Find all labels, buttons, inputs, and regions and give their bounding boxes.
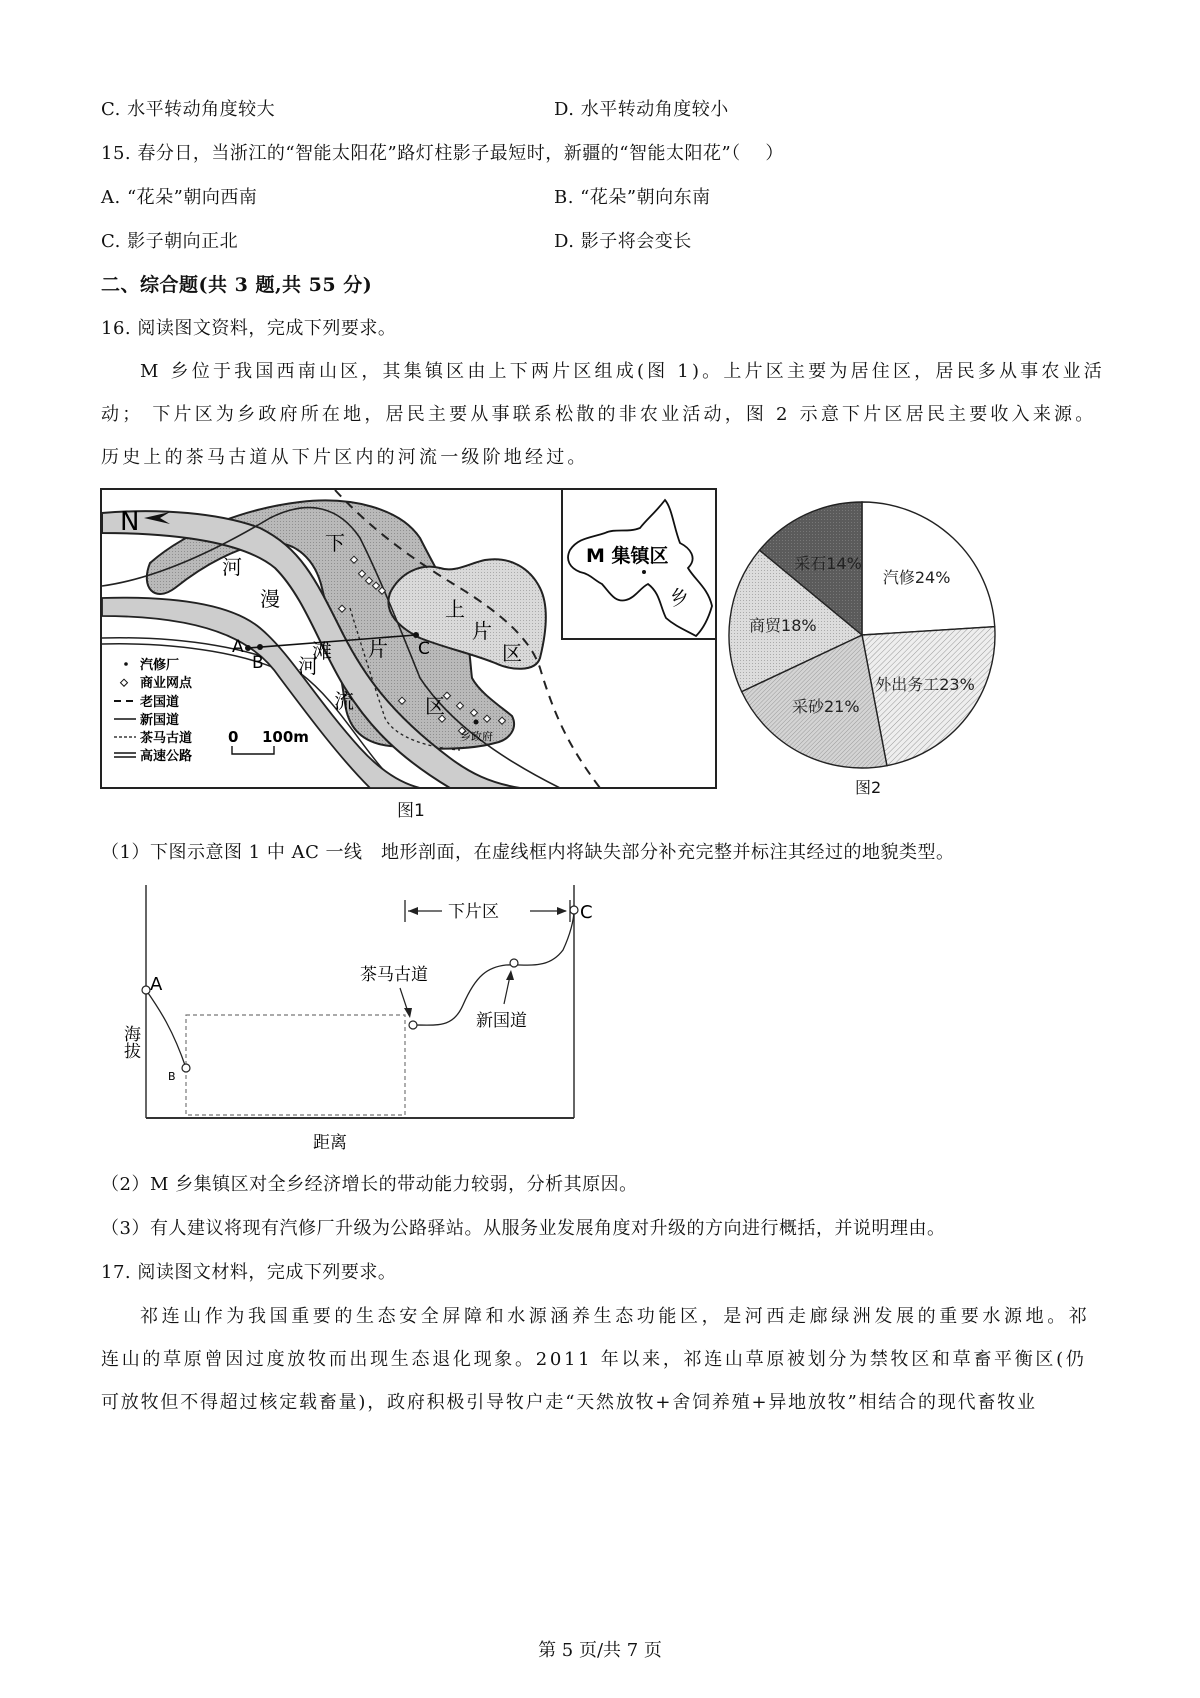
q15-option-a: A. “花朵”朝向西南 (101, 187, 258, 208)
q15-option-d: D. 影子将会变长 (554, 231, 692, 252)
floodplain-label: 漫 (260, 587, 280, 611)
tea-horse-road-label: 茶马古道 (360, 965, 428, 985)
township-gov-point (474, 720, 479, 725)
q16-paragraph-line: M 乡位于我国西南山区，其集镇区由上下两片区组成(图 1)。上片区主要为居住区，居民多从事农业活 (140, 361, 1105, 382)
terrain-profile-curve (146, 990, 186, 1068)
q16-sub1: （1）下图示意图 1 中 AC 一线 地形剖面，在虚线框内将缺失部分补充完整并标注其经过的地貌类型。 (101, 842, 955, 863)
svg-text:0: 0 (228, 728, 239, 746)
floodplain-label: 河 (222, 555, 242, 579)
river-label: 流 (334, 689, 354, 713)
profile-diagram (108, 880, 608, 1160)
figure-2-pie-chart (722, 495, 1002, 775)
floodplain-label: 滩 (312, 639, 332, 663)
q15-option-c: C. 影子朝向正北 (101, 231, 239, 252)
point-b-label: B (252, 653, 264, 673)
lower-zone-label: 片 (368, 637, 388, 661)
q14-option-d: D. 水平转动角度较小 (554, 99, 729, 120)
legend-item: 高速公路 (140, 749, 193, 764)
lower-zone-label: 下 (325, 531, 345, 555)
upper-zone-label: 片 (472, 619, 492, 643)
upper-zone-label: 区 (502, 641, 522, 665)
q14-option-c: C. 水平转动角度较大 (101, 99, 276, 120)
point-a-label: A (232, 637, 244, 657)
q15-stem: 15. 春分日，当浙江的“智能太阳花”路灯柱影子最短时，新疆的“智能太阳花”（ ） (101, 143, 784, 164)
pie-label-4: 商贸18% (749, 615, 817, 635)
profile-point-a: A (150, 974, 163, 995)
profile-point-c: C (580, 902, 593, 923)
figure-1-map (100, 488, 718, 790)
pie-label-5: 采石14% (794, 553, 862, 573)
legend-item: 新国道 (140, 713, 180, 728)
figure-2-caption: 图2 (855, 778, 882, 797)
legend-item: 老国道 (140, 695, 180, 710)
river-label: 河 (298, 654, 318, 678)
missing-section-box (186, 1015, 405, 1115)
q15-option-b: B. “花朵”朝向东南 (554, 187, 711, 208)
x-axis-label: 距离 (313, 1133, 347, 1153)
new-road-label: 新国道 (476, 1011, 527, 1031)
q17-stem: 17. 阅读图文材料，完成下列要求。 (101, 1262, 397, 1283)
q16-paragraph-line: 动； 下片区为乡政府所在地，居民主要从事联系松散的非农业活动，图 2 示意下片区居民主要收入来源。 (101, 404, 1097, 425)
legend-item: 茶马古道 (140, 731, 193, 746)
q16-stem: 16. 阅读图文资料，完成下列要求。 (101, 318, 397, 339)
terrain-profile-curve (413, 910, 574, 1025)
legend-item: 汽修厂 (140, 658, 180, 673)
lower-zone-label: 区 (425, 694, 445, 718)
point-c-label: C (418, 639, 430, 659)
svg-text:100m: 100m (262, 728, 309, 746)
pie-label-3: 采砂21% (791, 697, 860, 717)
township-gov-label: 乡政府 (460, 730, 493, 743)
y-axis-label: 海拔 (120, 1025, 140, 1059)
pie-label-1: 汽修24% (882, 567, 951, 587)
q17-paragraph-line: 连山的草原曾因过度放牧而出现生态退化现象。2011 年以来，祁连山草原被划分为禁牧区和草畜平衡区(仍 (101, 1349, 1087, 1370)
q16-sub2: （2）M 乡集镇区对全乡经济增长的带动能力较弱，分析其原因。 (101, 1174, 638, 1195)
pie-label-2: 外出务工23% (875, 674, 975, 694)
q17-paragraph-line: 祁连山作为我国重要的生态安全屏障和水源涵养生态功能区，是河西走廊绿洲发展的重要水源地。祁 (140, 1306, 1091, 1327)
figure-1-caption: 图1 (397, 801, 425, 821)
profile-point-b: B (168, 1070, 176, 1083)
lower-zone-span-label: 下片区 (448, 902, 499, 922)
q16-paragraph-line: 历史上的茶马古道从下片区内的河流一级阶地经过。 (101, 447, 589, 468)
inset-town-label: M 集镇区 (586, 545, 669, 567)
upper-zone-label: 上 (445, 597, 465, 621)
north-label: N (120, 507, 140, 537)
inset-township-label: 乡 (667, 584, 692, 611)
section-title: 二、综合题(共 3 题,共 55 分) (101, 274, 373, 296)
q16-sub3: （3）有人建议将现有汽修厂升级为公路驿站。从服务业发展角度对升级的方向进行概括，并说明理由。 (101, 1218, 946, 1239)
legend-item: 商业网点 (140, 676, 193, 691)
page-number: 第 5 页/共 7 页 (538, 1640, 662, 1661)
q17-paragraph-line: 可放牧但不得超过核定载畜量)，政府积极引导牧户走“天然放牧+舍饲养殖+异地放牧”相结合的现代畜牧业 (101, 1392, 1037, 1413)
